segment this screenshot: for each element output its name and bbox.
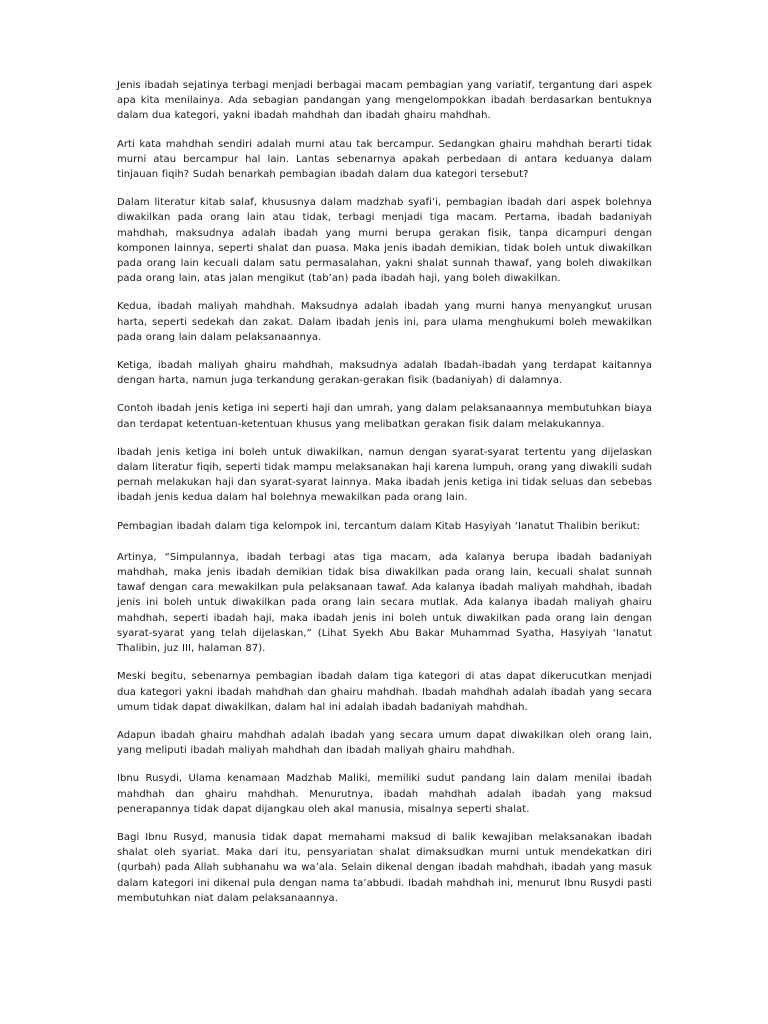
paragraph-third-type-conditions: Ibadah jenis ketiga ini boleh untuk diwakilkan, namun dengan syarat-syarat tertentu yang dijelaskan dalam literatur fiqih, seperti tidak mampu melaksanakan haji karena lumpuh, orang yang diwakili sudah pernah melakukan haji dan syarat-syarat lainnya. Maka ibadah jenis ketiga ini tidak seluas dan sebebas ibadah jenis kedua dalam hal bolehnya mewakilkan pada orang lain. [117,446,652,504]
paragraph-third-type: Ketiga, ibadah maliyah ghairu mahdhah, maksudnya adalah Ibadah-ibadah yang terdapat kaitannya dengan harta, namun juga terkandung gerakan-gerakan fisik (badaniyah) di dalamnya. [117,360,652,387]
paragraph-third-type-example: Contoh ibadah jenis ketiga ini seperti haji dan umrah, yang dalam pelaksanaannya membutuhkan biaya dan terdapat ketentuan-ketentuan khusus yang melibatkan gerakan fisik dalam melakukannya. [117,403,652,430]
paragraph-intro: Jenis ibadah sejatinya terbagi menjadi berbagai macam pembagian yang variatif, tergantung dari aspek apa kita menilainya. Ada sebagian pandangan yang mengelompokkan ibadah berdasarkan bentuknya dalam dua kategori, yakni ibadah mahdhah dan ibadah ghairu mahdhah. [117,80,652,122]
paragraph-translation-quote: Artinya, “Simpulannya, ibadah terbagi atas tiga macam, ada kalanya berupa ibadah badaniyah mahdhah, maka jenis ibadah demikian tidak bisa diwakilkan pada orang lain, kecuali shalat sunnah tawaf dengan cara mewakilkan pula pelaksanaan tawaf. Ada kalanya ibadah maliyah mahdhah, ibadah jenis ini boleh untuk diwakilkan pada orang lain secara mutlak. Ada kalanya ibadah maliyah ghairu mahdhah, seperti ibadah haji, maka ibadah jenis ini boleh untuk diwakilkan pada orang lain dengan syarat-syarat yang telah dijelaskan,” (Lihat Syekh Abu Bakar Muhammad Syatha, Hasyiyah ‘Ianatut Thalibin, juz III, halaman 87). [117,551,652,655]
paragraph-salaf-literature: Dalam literatur kitab salaf, khususnya dalam madzhab syafi’i, pembagian ibadah dari aspek bolehnya diwakilkan pada orang lain atau tidak, terbagi menjadi tiga macam. Pertama, ibadah badaniyah mahdhah, maksudnya adalah ibadah yang murni berupa gerakan fisik, tanpa dicampuri dengan komponen lainnya, seperti shalat dan puasa. Maka jenis ibadah demikian, tidak boleh untuk diwakilkan pada orang lain kecuali dalam satu permasalahan, yakni shalat sunnah thawaf, yang boleh diwakilkan pada orang lain, atas jalan mengikut (tab’an) pada ibadah haji, yang boleh diwakilkan. [117,197,652,285]
document-page [117,78,652,919]
paragraph-two-categories: Meski begitu, sebenarnya pembagian ibadah dalam tiga kategori di atas dapat dikerucutkan menjadi dua kategori yakni ibadah mahdhah dan ghairu mahdhah. Ibadah mahdhah adalah ibadah yang secara umum tidak dapat diwakilkan, dalam hal ini adalah ibadah badaniyah mahdhah. [117,671,652,713]
paragraph-ghairu-mahdhah: Adapun ibadah ghairu mahdhah adalah ibadah yang secara umum dapat diwakilkan oleh orang lain, yang meliputi ibadah maliyah mahdhah dan ibadah maliyah ghairu mahdhah. [117,729,652,757]
paragraph-ibnu-rusydi: Ibnu Rusydi, Ulama kenamaan Madzhab Maliki, memiliki sudut pandang lain dalam menilai ibadah mahdhah dan ghairu mahdhah. Menurutnya, ibadah mahdhah adalah ibadah yang maksud penerapannya tidak dapat dijangkau oleh akal manusia, misalnya seperti shalat. [117,773,652,815]
paragraph-definition: Arti kata mahdhah sendiri adalah murni atau tak bercampur. Sedangkan ghairu mahdhah berarti tidak murni atau bercampur hal lain. Lantas sebenarnya apakah perbedaan di antara keduanya dalam tinjauan fiqih? Sudah benarkah pembagian ibadah dalam dua kategori tersebut? [117,138,652,181]
paragraph-second-type: Kedua, ibadah maliyah mahdhah. Maksudnya adalah ibadah yang murni hanya menyangkut urusan harta, seperti sedekah dan zakat. Dalam ibadah jenis ini, para ulama menghukumi boleh mewakilkan pada orang lain dalam pelaksanaannya. [117,301,652,343]
paragraph-ibnu-rusyd-view: Bagi Ibnu Rusyd, manusia tidak dapat memahami maksud di balik kewajiban melaksanakan ibadah shalat oleh syariat. Maka dari itu, pensyariatan shalat dimaksudkan murni untuk mendekatkan diri (qurbah) pada Allah subhanahu wa wa’ala. Selain dikenal dengan ibadah mahdhah, ibadah yang masuk dalam kategori ini dikenal pula dengan nama ta’abbudi. Ibadah mahdhah ini, menurut Ibnu Rusydi pasti membutuhkan niat dalam pelaksanaannya. [117,831,652,904]
paragraph-citation-intro: Pembagian ibadah dalam tiga kelompok ini, tercantum dalam Kitab Hasyiyah ‘Ianatut Thalibin berikut: [117,520,641,532]
